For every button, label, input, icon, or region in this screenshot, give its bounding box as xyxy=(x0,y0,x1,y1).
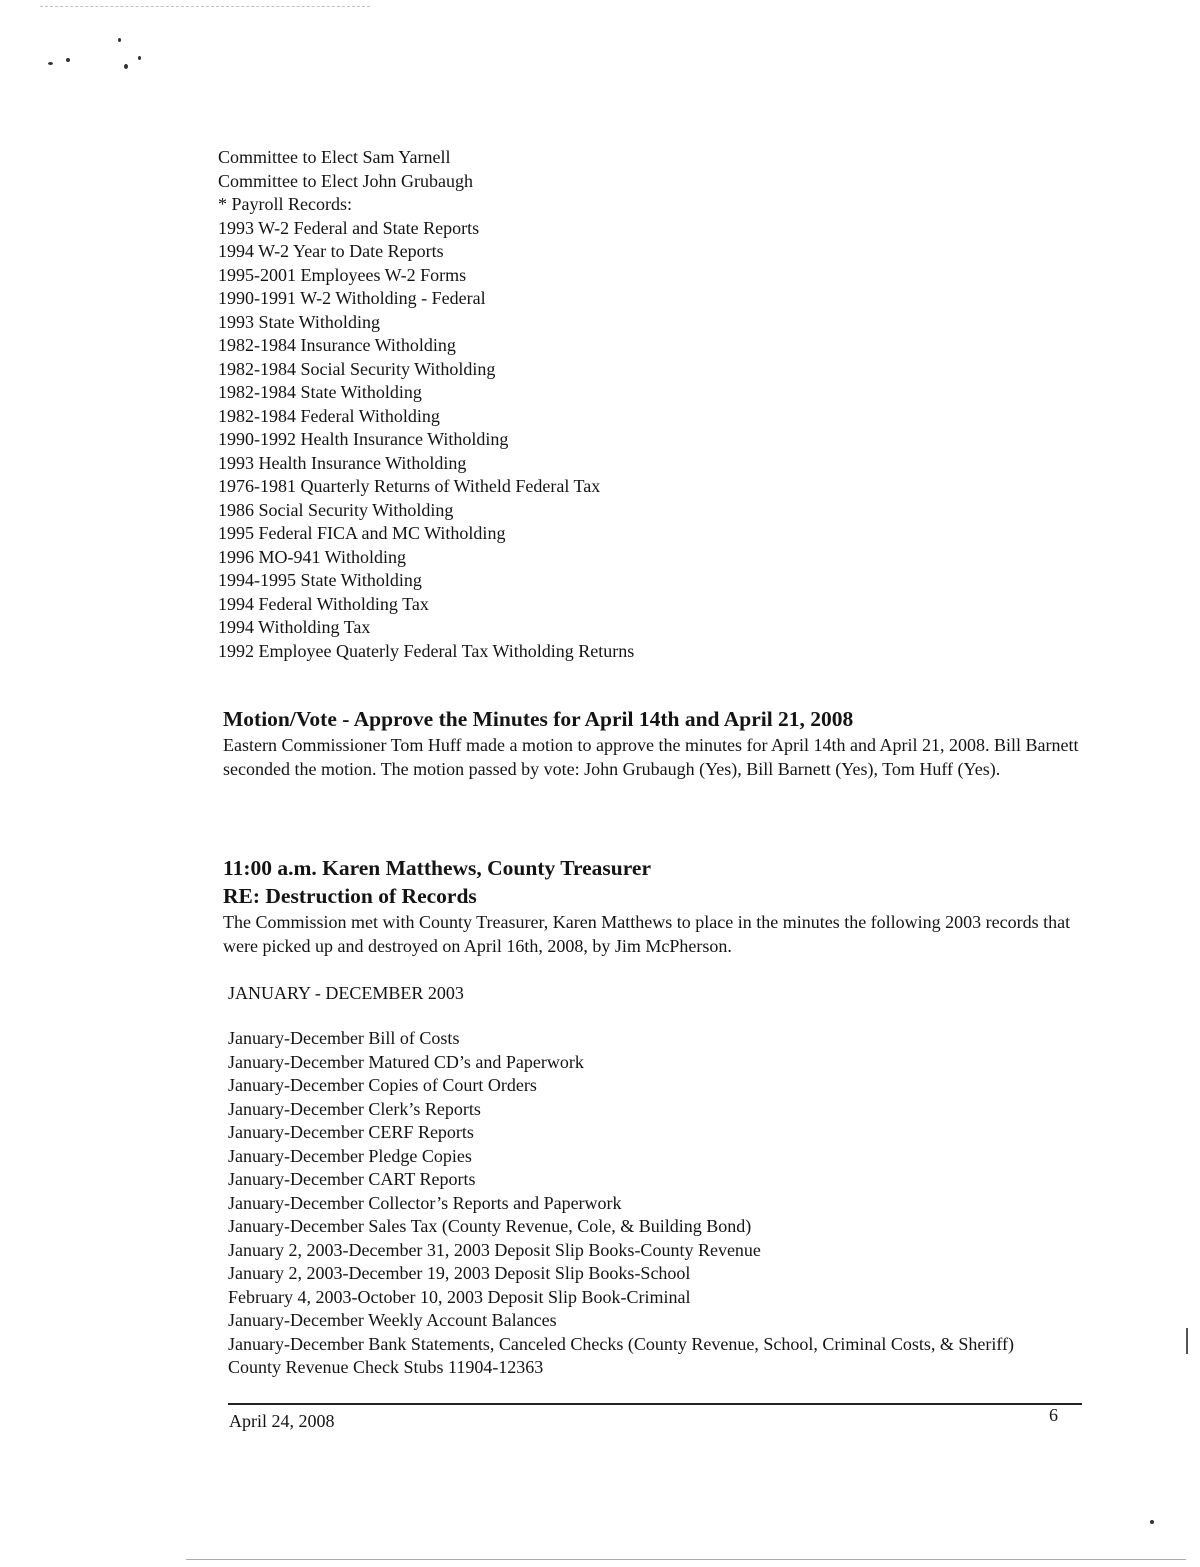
scan-artifact-top-line xyxy=(40,6,370,7)
page-number: 6 xyxy=(1049,1405,1058,1425)
list-item: January 2, 2003-December 31, 2003 Deposit Slip Books-County Revenue xyxy=(228,1239,761,1260)
list-item: January-December CART Reports xyxy=(228,1169,476,1189)
list-item: 1993 Health Insurance Witholding xyxy=(218,452,467,473)
list-item: Committee to Elect John Grubaugh xyxy=(218,170,473,191)
list-item: Committee to Elect Sam Yarnell xyxy=(218,147,451,167)
list-item: January-December Sales Tax (County Revenue, Cole, & Building Bond) xyxy=(228,1216,752,1236)
footer-rule xyxy=(228,1403,1082,1405)
list-item: 1995 Federal FICA and MC Witholding xyxy=(218,523,506,543)
footer-date: April 24, 2008 xyxy=(229,1411,335,1431)
payroll-records-list xyxy=(218,146,918,663)
treasurer-heading: 11:00 a.m. Karen Matthews, County Treasurer xyxy=(223,856,651,880)
list-item: January-December Matured CD’s and Paperwork xyxy=(228,1051,584,1072)
scan-artifact-right-mark xyxy=(1186,1328,1188,1354)
list-item: January-December Bill of Costs xyxy=(228,1028,460,1048)
list-item: * Payroll Records: xyxy=(218,194,352,214)
motion-paragraph: Eastern Commissioner Tom Huff made a motion to approve the minutes for April 14th and April 21, 2008. Bill Barnett seconded the motion. The motion passed by vote: John Grubaugh (Yes), Bill Barnett (Yes), Tom Huff (Yes). xyxy=(223,735,1079,779)
list-item: 1994 Federal Witholding Tax xyxy=(218,593,429,614)
scan-artifact-bottom-dot xyxy=(1150,1520,1154,1524)
scan-artifact-bottom-line xyxy=(186,1559,1186,1560)
list-item: January-December Copies of Court Orders xyxy=(228,1075,537,1095)
list-item: 1993 W-2 Federal and State Reports xyxy=(218,217,480,238)
treasurer-section xyxy=(223,855,1103,958)
list-item: 1995-2001 Employees W-2 Forms xyxy=(218,264,467,285)
destroyed-records-list xyxy=(228,1027,1058,1380)
list-item: 1993 State Witholding xyxy=(218,311,380,332)
list-item: 1982-1984 Federal Witholding xyxy=(218,405,440,426)
list-item: January 2, 2003-December 19, 2003 Deposit Slip Books-School xyxy=(228,1263,691,1283)
list-item: January-December Pledge Copies xyxy=(228,1145,472,1166)
list-item: 1982-1984 State Witholding xyxy=(218,382,422,402)
list-item: 1976-1981 Quarterly Returns of Witheld Federal Tax xyxy=(218,476,601,496)
list-item: January-December Weekly Account Balances xyxy=(228,1310,557,1330)
list-item: 1996 MO-941 Witholding xyxy=(218,546,406,567)
scan-artifact-specks xyxy=(40,34,160,84)
list-item: 1982-1984 Insurance Witholding xyxy=(218,335,456,355)
list-item: January-December Collector’s Reports and Paperwork xyxy=(228,1192,622,1213)
records-period: JANUARY - DECEMBER 2003 xyxy=(228,983,464,1003)
motion-section xyxy=(223,706,1103,781)
list-item: 1994 W-2 Year to Date Reports xyxy=(218,241,444,261)
list-item: 1994-1995 State Witholding xyxy=(218,570,422,590)
list-item: February 4, 2003-October 10, 2003 Deposit Slip Book-Criminal xyxy=(228,1286,691,1307)
list-item: 1982-1984 Social Security Witholding xyxy=(218,358,496,379)
list-item: County Revenue Check Stubs 11904-12363 xyxy=(228,1357,544,1377)
list-item: 1992 Employee Quaterly Federal Tax Witholding Returns xyxy=(218,640,635,661)
list-item: 1994 Witholding Tax xyxy=(218,617,371,637)
list-item: January-December Clerk’s Reports xyxy=(228,1098,481,1119)
motion-heading: Motion/Vote - Approve the Minutes for April 14th and April 21, 2008 xyxy=(223,707,854,731)
list-item: 1990-1992 Health Insurance Witholding xyxy=(218,429,509,449)
list-item: January-December Bank Statements, Canceled Checks (County Revenue, School, Criminal Costs, & Sheriff) xyxy=(228,1333,1014,1354)
treasurer-paragraph: The Commission met with County Treasurer, Karen Matthews to place in the minutes the following 2003 records that were picked up and destroyed on April 16th, 2008, by Jim McPherson. xyxy=(223,912,1071,956)
list-item: 1990-1991 W-2 Witholding - Federal xyxy=(218,288,486,308)
list-item: January-December CERF Reports xyxy=(228,1122,474,1142)
list-item: 1986 Social Security Witholding xyxy=(218,499,454,520)
treasurer-subheading: RE: Destruction of Records xyxy=(223,884,477,908)
